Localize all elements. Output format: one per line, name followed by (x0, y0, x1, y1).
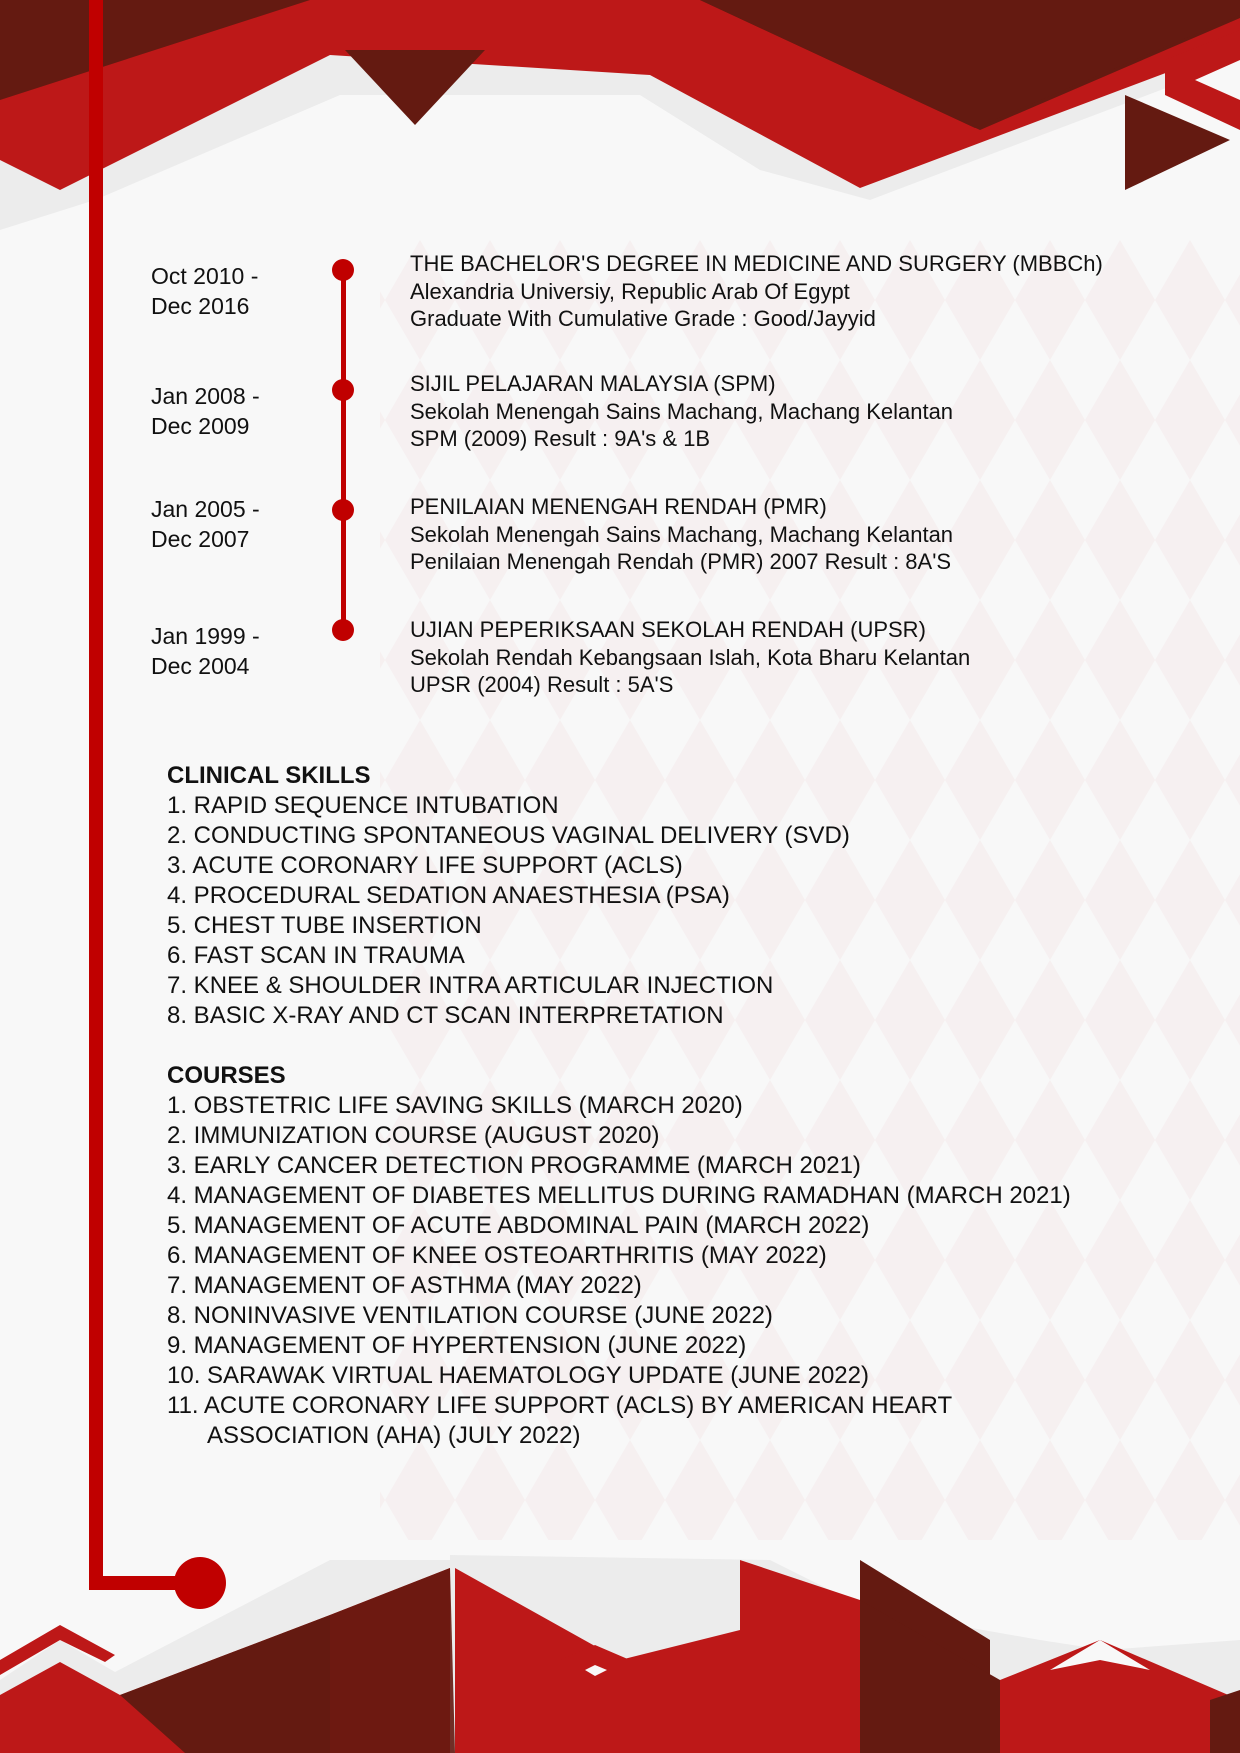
list-item: 1. RAPID SEQUENCE INTUBATION (167, 792, 559, 819)
education-title: THE BACHELOR'S DEGREE IN MEDICINE AND SURGERY (MBBCh) (410, 251, 1103, 276)
date-start: Jan 1999 - (151, 623, 260, 649)
list-item: 4. MANAGEMENT OF DIABETES MELLITUS DURING RAMADHAN (MARCH 2021) (167, 1182, 1071, 1209)
education-date (151, 381, 260, 441)
date-end: Dec 2007 (151, 526, 250, 552)
list-item: 5. CHEST TUBE INSERTION (167, 912, 482, 939)
clinical-skills-section (167, 761, 850, 1031)
education-institution: Alexandria Universiy, Republic Arab Of Egypt (410, 278, 850, 304)
header-decoration (0, 0, 1240, 230)
education-title: PENILAIAN MENENGAH RENDAH (PMR) (410, 494, 827, 519)
courses-section (167, 1061, 1071, 1451)
list-item: 3. EARLY CANCER DETECTION PROGRAMME (MARCH 2021) (167, 1152, 861, 1179)
education-title: UJIAN PEPERIKSAAN SEKOLAH RENDAH (UPSR) (410, 617, 926, 642)
date-end: Dec 2004 (151, 653, 250, 679)
list-item: 6. MANAGEMENT OF KNEE OSTEOARTHRITIS (MAY 2022) (167, 1242, 827, 1269)
list-item: 6. FAST SCAN IN TRAUMA (167, 942, 465, 969)
education-result: SPM (2009) Result : 9A's & 1B (410, 426, 711, 451)
section-heading: CLINICAL SKILLS (167, 762, 371, 789)
date-end: Dec 2009 (151, 413, 250, 439)
education-timeline (332, 259, 354, 641)
section-heading: COURSES (167, 1062, 286, 1089)
education-date (151, 621, 260, 681)
timeline-dot (332, 259, 354, 281)
timeline-dot (332, 379, 354, 401)
education-entry (410, 616, 970, 699)
date-start: Jan 2005 - (151, 496, 260, 522)
education-entry (410, 493, 953, 576)
date-start: Oct 2010 - (151, 263, 259, 289)
list-item: 10. SARAWAK VIRTUAL HAEMATOLOGY UPDATE (JUNE 2022) (167, 1362, 869, 1389)
timeline-dot (332, 619, 354, 641)
education-date (151, 261, 258, 321)
education-result: Graduate With Cumulative Grade : Good/Jayyid (410, 306, 876, 331)
education-title: SIJIL PELAJARAN MALAYSIA (SPM) (410, 371, 776, 396)
education-institution: Sekolah Menengah Sains Machang, Machang Kelantan (410, 521, 954, 547)
education-entry (410, 250, 1103, 333)
list-item: 3. ACUTE CORONARY LIFE SUPPORT (ACLS) (167, 852, 683, 879)
education-date (151, 494, 260, 554)
timeline-dot (332, 499, 354, 521)
clinical-skills-list (167, 791, 850, 1031)
list-item: 11. ACUTE CORONARY LIFE SUPPORT (ACLS) BY AMERICAN HEART ASSOCIATION (AHA) (JULY 2022) (167, 1392, 952, 1449)
list-item: 2. CONDUCTING SPONTANEOUS VAGINAL DELIVERY (SVD) (167, 822, 850, 849)
date-end: Dec 2016 (151, 293, 250, 319)
courses-list (167, 1091, 1071, 1451)
education-institution: Sekolah Menengah Sains Machang, Machang Kelantan (410, 398, 954, 424)
list-item: 7. KNEE & SHOULDER INTRA ARTICULAR INJECTION (167, 972, 774, 999)
education-result: Penilaian Menengah Rendah (PMR) 2007 Result : 8A'S (410, 549, 952, 574)
list-item: 5. MANAGEMENT OF ACUTE ABDOMINAL PAIN (MARCH 2022) (167, 1212, 870, 1239)
list-item: 2. IMMUNIZATION COURSE (AUGUST 2020) (167, 1122, 660, 1149)
list-item: 1. OBSTETRIC LIFE SAVING SKILLS (MARCH 2020) (167, 1092, 743, 1119)
timeline-line (341, 270, 346, 630)
list-item: 7. MANAGEMENT OF ASTHMA (MAY 2022) (167, 1272, 642, 1299)
list-item: 8. NONINVASIVE VENTILATION COURSE (JUNE 2022) (167, 1302, 773, 1329)
education-entry (410, 370, 953, 453)
list-item: 8. BASIC X-RAY AND CT SCAN INTERPRETATION (167, 1002, 724, 1029)
education-institution: Sekolah Rendah Kebangsaan Islah, Kota Bharu Kelantan (410, 644, 971, 670)
date-start: Jan 2008 - (151, 383, 260, 409)
list-item: 4. PROCEDURAL SEDATION ANAESTHESIA (PSA) (167, 882, 730, 909)
education-result: UPSR (2004) Result : 5A'S (410, 672, 674, 697)
list-item: 9. MANAGEMENT OF HYPERTENSION (JUNE 2022) (167, 1332, 747, 1359)
